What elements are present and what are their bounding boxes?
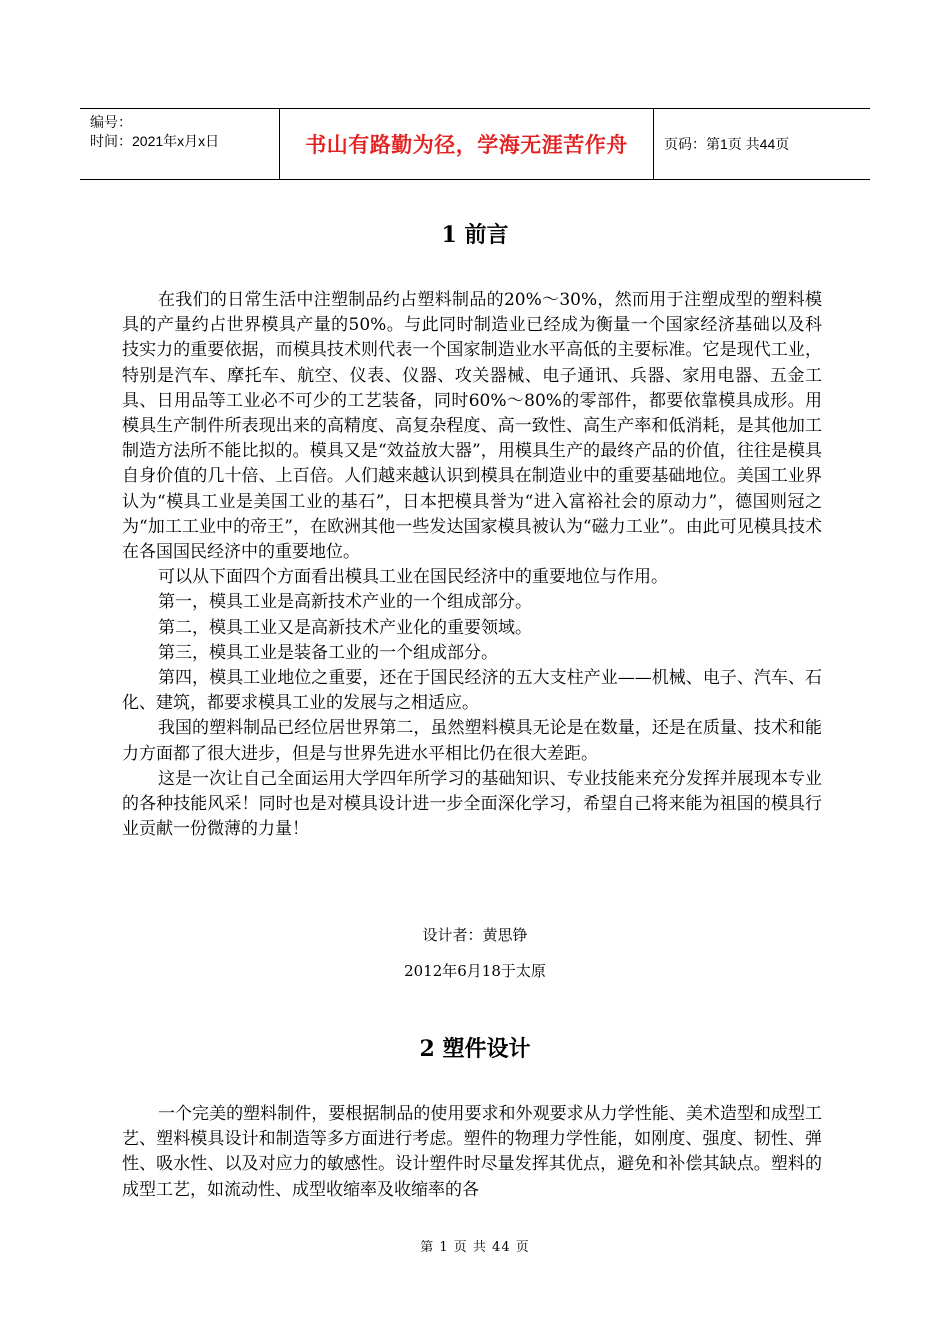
paragraph: 在我们的日常生活中注塑制品约占塑料制品的20%～30%，然而用于注塑成型的塑料模具的产量约占世界模具产量的50%。与此同时制造业已经成为衡量一个国家经济基础以及科技实力的重要依据，而模具技术则代表一个国家制造业水平高低的主要标准。它是现代工业，特别是汽车、摩托车、航空、仪表、仪器、攻关器械、电子通讯、兵器、家用电器、五金工具、日用品等工业必不可少的工艺装备，同时60%～80%的零部件，都要依靠模具成形。用模具生产制件所表现出来的高精度、高复杂程度、高一致性、高生产率和低消耗，是其他加工制造方法所不能比拟的。模具又是“效益放大器”，用模具生产的最终产品的价值，往往是模具自身价值的几十倍、上百倍。人们越来越认识到模具在制造业中的重要基础地位。美国工业界认为“模具工业是美国工业的基石”，日本把模具誉为“进入富裕社会的原动力”，德国则冠之为“加工工业中的帝王”，在欧洲其他一些发达国家模具被认为“磁力工业”。由此可见模具技术在各国国民经济中的重要地位。 (122, 290, 822, 563)
paragraph: 第四，模具工业地位之重要，还在于国民经济的五大支柱产业——机械、电子、汽车、石化、建筑，都要求模具工业的发展与之相适应。 (122, 668, 822, 714)
paragraph: 这是一次让自己全面运用大学四年所学习的基础知识、专业技能来充分发挥并展现本专业的各种技能风采！同时也是对模具设计进一步全面深化学习，希望自己将来能为祖国的模具行业贡献一份微薄的力量！ (122, 768, 822, 840)
paragraph: 第二，模具工业又是高新技术产业化的重要领域。 (158, 617, 532, 638)
section2-body (122, 1102, 822, 1203)
designer-signature: 设计者：黄思铮 (422, 926, 528, 944)
time-label: 时间：2021年x月x日 (90, 133, 220, 149)
header-left-cell (80, 109, 280, 179)
paragraph: 第一，模具工业是高新技术产业的一个组成部分。 (158, 592, 532, 613)
number-label: 编号： (90, 114, 132, 130)
page-info: 页码：第1页 共44页 (664, 136, 790, 152)
section1-title: 1 前言 (441, 222, 509, 248)
page-footer: 第 1 页 共 44 页 (420, 1240, 530, 1255)
date-place: 2012年6月18于太原 (404, 962, 546, 980)
paragraph: 第三，模具工业是装备工业的一个组成部分。 (158, 642, 498, 663)
paragraph: 我国的塑料制品已经位居世界第二，虽然塑料模具无论是在数量，还是在质量、技术和能力方面都了很大进步，但是与世界先进水平相比仍在很大差距。 (122, 718, 822, 764)
motto-text: 书山有路勤为径，学海无涯苦作舟 (280, 109, 654, 179)
section2-title: 2 塑件设计 (419, 1036, 531, 1062)
header-table (80, 108, 870, 180)
section1-body (122, 288, 822, 842)
paragraph: 可以从下面四个方面看出模具工业在国民经济中的重要地位与作用。 (158, 567, 668, 588)
paragraph: 一个完美的塑料制件，要根据制品的使用要求和外观要求从力学性能、美术造型和成型工艺、塑料模具设计和制造等多方面进行考虑。塑件的物理力学性能，如刚度、强度、韧性、弹性、吸水性、以及对应力的敏感性。设计塑件时尽量发挥其优点，避免和补偿其缺点。塑料的成型工艺，如流动性、成型收缩率及收缩率的各 (122, 1104, 822, 1200)
